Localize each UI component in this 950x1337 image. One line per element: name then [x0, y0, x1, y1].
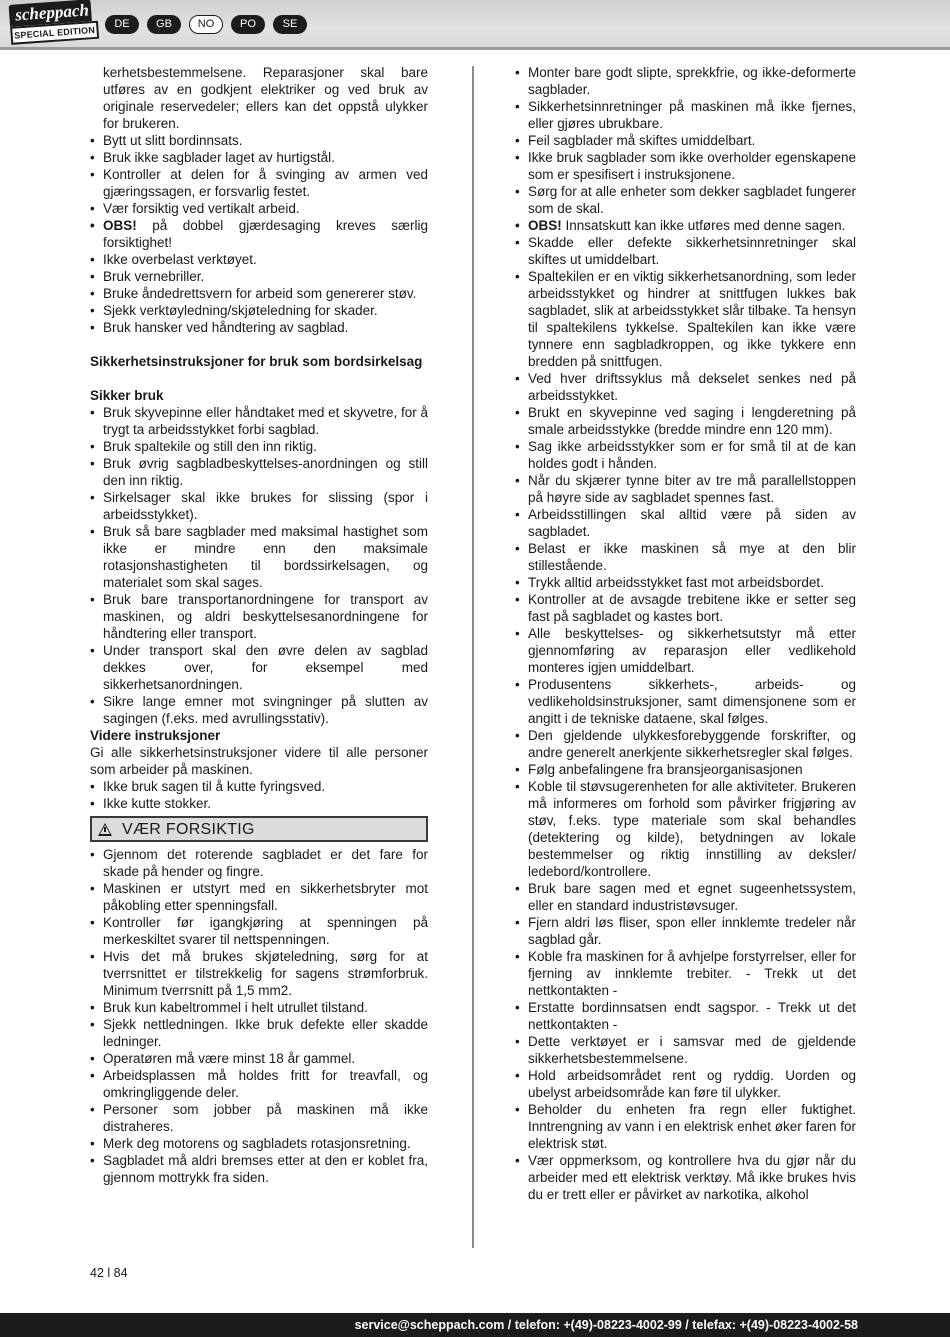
- bullet-list: [90, 251, 428, 336]
- list-item: • Maskinen er utstyrt med en sikkerhetsbryter mot påkobling etter spenningsfall.: [90, 880, 428, 914]
- list-item: • Skadde eller defekte sikkerhetsinnretninger skal skiftes ut umiddelbart.: [515, 234, 856, 268]
- obs-text: Innsatskutt kan ikke utføres med denne sagen.: [561, 218, 846, 233]
- list-item: • Bruk bare transportanordningene for transport av maskinen, og aldri beskyttelsesanordningene for håndtering eller transport.: [90, 591, 428, 642]
- list-item: • Bruk kun kabeltrommel i helt utrullet tilstand.: [90, 999, 428, 1016]
- further-text: Gi alle sikkerhetsinstruksjoner videre til alle personer som arbeider på maskinen.: [90, 745, 428, 777]
- list-item: • Sag ikke arbeidsstykker som er for små til at de kan holdes godt i hånden.: [515, 438, 856, 472]
- list-item: • Bruk ikke sagblader laget av hurtigstål.: [90, 149, 428, 166]
- list-item: • Bruke åndedrettsvern for arbeid som genererer støv.: [90, 285, 428, 302]
- obs-item: [515, 217, 856, 234]
- list-item: • Beholder du enheten fra regn eller fuktighet. Inntrengning av vann i en elektrisk enhet øker faren for elektrisk støt.: [515, 1101, 856, 1152]
- list-item: • Bruk hansker ved håndtering av sagblad.: [90, 319, 428, 336]
- spacer: [90, 370, 428, 387]
- list-item: • Ikke bruk sagen til å kutte fyringsved.: [90, 778, 428, 795]
- list-item: • Operatøren må være minst 18 år gammel.: [90, 1050, 428, 1067]
- warning-box: [90, 816, 428, 842]
- list-item: • Koble til støvsugerenheten for alle aktiviteter. Brukeren må informeres om forhold som påvirker frigjøring av støv, f.eks. type materiale som skal behandles (detektering og kilde), betydningen av lokale bestemmelser og riktig innstilling av deksler/ ledebord/kontrollere.: [515, 778, 856, 880]
- page-header: [0, 0, 950, 50]
- bullet-list: [90, 404, 428, 727]
- lang-tab-gb[interactable]: GB: [147, 15, 181, 34]
- list-item: • Belast er ikke maskinen så mye at den blir stillestående.: [515, 540, 856, 574]
- obs-list: [90, 217, 428, 251]
- list-item: • Dette verktøyet er i samsvar med de gjeldende sikkerhetsbestemmelsene.: [515, 1033, 856, 1067]
- list-item: • Ved hver driftssyklus må dekselet senkes ned på arbeidsstykket.: [515, 370, 856, 404]
- list-item: • Sikkerhetsinnretninger på maskinen må ikke fjernes, eller gjøres ubrukbare.: [515, 98, 856, 132]
- list-item: • Sagbladet må aldri bremses etter at den er koblet fra, gjennom mottrykk fra siden.: [90, 1152, 428, 1186]
- footer-contact: service@scheppach.com / telefon: +(49)-08223-4002-99 / telefax: +(49)-08223-4002-58: [0, 1313, 950, 1337]
- lang-tab-no[interactable]: NO: [189, 15, 223, 34]
- list-item: • Den gjeldende ulykkesforebyggende forskrifter, og andre generelt anerkjente sikkerhetsregler skal følges.: [515, 727, 856, 761]
- list-item: • Arbeidsstillingen skal alltid være på siden av sagbladet.: [515, 506, 856, 540]
- section-heading: Videre instruksjoner: [90, 728, 221, 743]
- column-divider: [472, 66, 474, 1248]
- list-item: • Kontroller at de avsagde trebitene ikke er setter seg fast på sagbladet og kastes bort.: [515, 591, 856, 625]
- list-item: • Personer som jobber på maskinen må ikke distraheres.: [90, 1101, 428, 1135]
- list-item: • Ikke overbelast verktøyet.: [90, 251, 428, 268]
- list-item: • Sørg for at alle enheter som dekker sagbladet fungerer som de skal.: [515, 183, 856, 217]
- obs-label: OBS!: [528, 218, 562, 233]
- right-column: [515, 64, 856, 1203]
- section-heading: Sikker bruk: [90, 388, 164, 403]
- list-item: • Koble fra maskinen for å avhjelpe forstyrrelser, eller for fjerning av innklemte trebiter. - Trekk ut det nettkontakten -: [515, 948, 856, 999]
- list-item: • Arbeidsplassen må holdes fritt for treavfall, og omkringliggende deler.: [90, 1067, 428, 1101]
- list-item: • Trykk alltid arbeidsstykket fast mot arbeidsbordet.: [515, 574, 856, 591]
- logo-wordmark: scheppach: [9, 0, 92, 27]
- list-item: • Fjern aldri løs fliser, spon eller innklemte tredeler når sagblad går.: [515, 914, 856, 948]
- list-item: • Når du skjærer tynne biter av tre må parallellstoppen på høyre side av sagbladet spennes fast.: [515, 472, 856, 506]
- list-item: • Monter bare godt slipte, sprekkfrie, og ikke-deformerte sagblader.: [515, 64, 856, 98]
- warning-icon: [98, 823, 112, 836]
- list-item: • Hvis det må brukes skjøteledning, sørg for at tverrsnittet er tilstrekkelig for sagens strømforbruk. Minimum tverrsnitt på 1,5 mm2.: [90, 948, 428, 999]
- list-item: • Alle beskyttelses- og sikkerhetsutstyr må etter gjennomføring av reparasjon eller vedlikehold monteres igjen umiddelbart.: [515, 625, 856, 676]
- list-item: • Bruk bare sagen med et egnet sugeenhetssystem, eller en standard industristøvsuger.: [515, 880, 856, 914]
- bullet-list: [90, 132, 428, 217]
- obs-list: [515, 217, 856, 234]
- obs-label: OBS!: [103, 218, 137, 233]
- list-item: • Bruk øvrig sagbladbeskyttelses-anordningen og still den inn riktig.: [90, 455, 428, 489]
- list-item: • Bytt ut slitt bordinnsats.: [90, 132, 428, 149]
- list-item: • Sjekk nettledningen. Ikke bruk defekte eller skadde ledninger.: [90, 1016, 428, 1050]
- list-item: • Produsentens sikkerhets-, arbeids- og vedlikeholdsinstruksjoner, samt dimensjonene som er angitt i de tekniske dataene, skal følges.: [515, 676, 856, 727]
- scheppach-logo: [5, 0, 98, 49]
- list-item: • Bruk vernebriller.: [90, 268, 428, 285]
- list-item: • Vær oppmerksom, og kontrollere hva du gjør når du arbeider med ett elektrisk verktøy. Må ikke brukes hvis du er trett eller er påvirket av narkotika, alkohol: [515, 1152, 856, 1203]
- list-item: • Vær forsiktig ved vertikalt arbeid.: [90, 200, 428, 217]
- lang-tab-se[interactable]: SE: [273, 15, 307, 34]
- obs-text: på dobbel gjærdesaging kreves særlig forsiktighet!: [103, 218, 428, 250]
- list-item: • Spaltekilen er en viktig sikkerhetsanordning, som leder arbeidsstykket og hindrer at snittfugen lukkes bak sagbladet, slik at arbeidsstykket slår tilbake. Ta hensyn til spaltekilens tykkelse. Spaltekilen kan ikke være tynnere enn sagbladkroppen, og ikke tykkere enn bredden på snittfugen.: [515, 268, 856, 370]
- language-tabs: [105, 15, 307, 34]
- warning-title: VÆR FORSIKTIG: [122, 820, 255, 838]
- lang-tab-de[interactable]: DE: [105, 15, 139, 34]
- list-item: • Erstatte bordinnsatsen endt sagspor. - Trekk ut det nettkontakten -: [515, 999, 856, 1033]
- list-item: • Gjennom det roterende sagbladet er det fare for skade på hender og fingre.: [90, 846, 428, 880]
- list-item: • Feil sagblader må skiftes umiddelbart.: [515, 132, 856, 149]
- lang-tab-po[interactable]: PO: [231, 15, 265, 34]
- list-item: • Brukt en skyvepinne ved saging i lengderetning på smale arbeidsstykke (bredde mindre enn 120 mm).: [515, 404, 856, 438]
- intro-text: kerhetsbestemmelsene. Reparasjoner skal bare utføres av en godkjent elektriker og ved bruk av originale reservedeler; ellers kan det oppstå ulykker for brukeren.: [103, 65, 428, 131]
- bullet-list: [515, 234, 856, 1203]
- list-item: • Sikre lange emner mot svingninger på slutten av sagingen (f.eks. med avrullingsstativ).: [90, 693, 428, 727]
- list-item: • Bruk så bare sagblader med maksimal hastighet som ikke er mindre enn den maksimale rotasjonshastigheten til bordssirkelsagen, og materialet som skal sages.: [90, 523, 428, 591]
- bullet-list: [90, 778, 428, 812]
- list-item: • Følg anbefalingene fra bransjeorganisasjonen: [515, 761, 856, 778]
- obs-item: [90, 217, 428, 251]
- list-item: • Under transport skal den øvre delen av sagblad dekkes over, for eksempel med sikkerhetsanordningen.: [90, 642, 428, 693]
- list-item: • Merk deg motorens og sagbladets rotasjonsretning.: [90, 1135, 428, 1152]
- list-item: • Bruk skyvepinne eller håndtaket med et skyvetre, for å trygt ta arbeidsstykket forbi sagblad.: [90, 404, 428, 438]
- section-heading: Sikkerhetsinstruksjoner for bruk som bordsirkelsag: [90, 354, 423, 369]
- list-item: • Kontroller at delen for å svinging av armen ved gjæringssagen, er forsvarlig festet.: [90, 166, 428, 200]
- list-item: • Bruk spaltekile og still den inn riktig.: [90, 438, 428, 455]
- list-item: • Ikke kutte stokker.: [90, 795, 428, 812]
- left-column: [90, 64, 428, 1186]
- logo-edition: SPECIAL EDITION: [10, 21, 99, 45]
- page-number: 42 l 84: [90, 1266, 128, 1280]
- bullet-list: [515, 64, 856, 217]
- list-item: • Hold arbeidsområdet rent og ryddig. Uorden og ubelyst arbeidsområde kan føre til ulykker.: [515, 1067, 856, 1101]
- list-item: • Sirkelsager skal ikke brukes for slissing (spor i arbeidsstykket).: [90, 489, 428, 523]
- list-item: • Kontroller før igangkjøring at spenningen på merkeskiltet svarer til nettspenningen.: [90, 914, 428, 948]
- list-item: • Ikke bruk sagblader som ikke overholder egenskapene som er spesifisert i instruksjonene.: [515, 149, 856, 183]
- bullet-list: [90, 846, 428, 1186]
- list-item: • Sjekk verktøyledning/skjøteledning for skader.: [90, 302, 428, 319]
- spacer: [90, 336, 428, 353]
